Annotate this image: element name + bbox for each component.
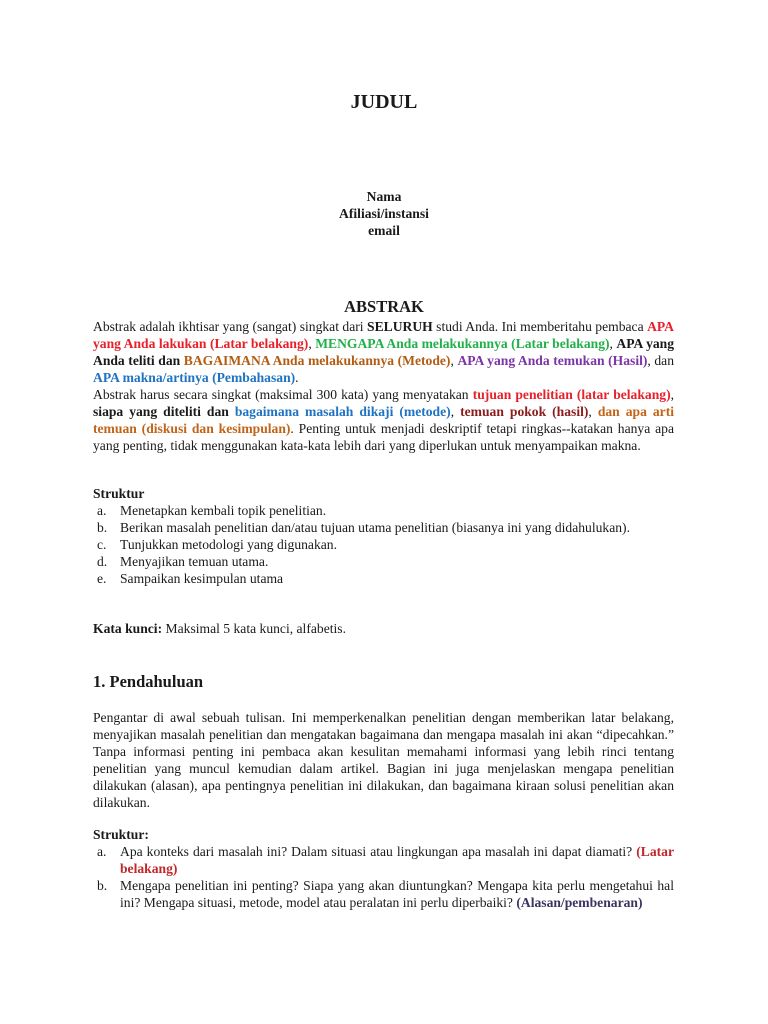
abstract-meaning: APA makna/artinya (Pembahasan) bbox=[93, 370, 296, 385]
list-text bbox=[120, 877, 674, 911]
question-text: Mengapa penelitian ini penting? Siapa yang akan diuntungkan? Mengapa kita perlu mengetahui hal ini? Mengapa situasi, metode, model atau peralatan ini perlu diperbaiki? bbox=[120, 878, 674, 910]
author-email: email bbox=[368, 223, 400, 238]
abstract-text: . bbox=[295, 370, 299, 385]
structure-label: Struktur bbox=[93, 486, 145, 501]
section-paragraph: Pengantar di awal sebuah tulisan. Ini memperkenalkan penelitian dengan memberikan latar belakang, menyajikan masalah penelitian dan mengatakan bagaimana dan mengapa masalah ini akan “dipecahkan.” Tanpa informasi penting ini pembaca akan kesulitan memahami informasi yang lebih rinci tentang penelitian yang muncul kemudian dalam artikel. Bagian ini juga menjelaskan mengapa penelitian dilakukan (alasan), apa pentingnya penelitian ini dilakukan, dan bagaimana kiraan solusi penelitian akan dilakukan. bbox=[93, 710, 674, 810]
list-item bbox=[93, 519, 674, 536]
abstract-text: studi Anda. Ini memberitahu pembaca bbox=[432, 319, 648, 334]
category-tag: (Alasan/pembenaran) bbox=[516, 895, 643, 910]
abstract-discussion: dan apa arti temuan (diskusi dan kesimpulan) bbox=[93, 404, 675, 436]
structure-label: Struktur: bbox=[93, 827, 149, 842]
list-marker: a. bbox=[97, 844, 107, 859]
list-text: Menetapkan kembali topik penelitian. bbox=[120, 503, 327, 518]
keywords-label: Kata kunci: bbox=[93, 621, 163, 636]
abstract-text: , bbox=[609, 336, 617, 351]
abstract-text: , dan bbox=[647, 353, 675, 368]
list-text: Berikan masalah penelitian dan/atau tujuan utama penelitian (biasanya ini yang didahulukan). bbox=[120, 520, 630, 535]
abstract-text: , bbox=[670, 387, 675, 402]
abstract-method: bagaimana masalah dikaji (metode) bbox=[234, 404, 451, 419]
paper-title: JUDUL bbox=[350, 91, 418, 113]
structure-list bbox=[93, 843, 674, 911]
list-marker: d. bbox=[97, 554, 108, 569]
author-block bbox=[0, 188, 768, 239]
abstract-findings: temuan pokok (hasil) bbox=[460, 404, 589, 419]
list-item bbox=[93, 570, 674, 587]
abstract-text: Abstrak harus secara singkat (maksimal 300 kata) yang menyatakan bbox=[93, 387, 473, 402]
abstract-text: Abstrak adalah ikhtisar yang (sangat) singkat dari bbox=[93, 319, 368, 334]
section-structure bbox=[93, 826, 674, 911]
keywords bbox=[93, 620, 674, 637]
abstract-text: , bbox=[450, 353, 458, 368]
list-item bbox=[93, 843, 674, 877]
list-text bbox=[120, 843, 674, 877]
abstract-goal: tujuan penelitian (latar belakang) bbox=[472, 387, 671, 402]
keywords-text: Maksimal 5 kata kunci, alfabetis. bbox=[162, 621, 346, 636]
abstract-text: . Penting untuk menjadi deskriptif tetapi ringkas--katakan hanya apa yang penting, tidak menggunakan kata-kata lebih dari yang diperlukan untuk menyampaikan makna. bbox=[93, 421, 674, 453]
abstract-why: MENGAPA Anda melakukannya (Latar belakang) bbox=[315, 336, 610, 351]
list-text: Menyajikan temuan utama. bbox=[120, 554, 269, 569]
list-text: Sampaikan kesimpulan utama bbox=[120, 571, 284, 586]
list-marker: b. bbox=[97, 878, 108, 893]
abstract-heading: ABSTRAK bbox=[344, 297, 424, 316]
abstract-how: BAGAIMANA Anda melakukannya (Metode) bbox=[183, 353, 451, 368]
list-item bbox=[93, 553, 674, 570]
abstract-text: , bbox=[450, 404, 461, 419]
author-name: Nama bbox=[366, 189, 402, 204]
abstract-body bbox=[93, 318, 674, 454]
abstract-what-studied: APA yang Anda teliti dan bbox=[93, 336, 675, 368]
category-tag: (Latar belakang) bbox=[120, 844, 674, 876]
list-marker: a. bbox=[97, 503, 107, 518]
list-item bbox=[93, 536, 674, 553]
abstract-results: APA yang Anda temukan (Hasil) bbox=[457, 353, 648, 368]
list-marker: c. bbox=[97, 537, 107, 552]
question-text: Apa konteks dari masalah ini? Dalam situasi atau lingkungan apa masalah ini dapat diamati? bbox=[120, 844, 637, 859]
list-marker: e. bbox=[97, 571, 107, 586]
section-heading: 1. Pendahuluan bbox=[93, 672, 204, 691]
author-affiliation: Afiliasi/instansi bbox=[339, 206, 429, 221]
abstract-what: APA yang Anda lakukan (Latar belakang) bbox=[93, 319, 674, 351]
abstract-structure bbox=[93, 485, 674, 587]
abstract-text: , bbox=[308, 336, 316, 351]
list-text: Tunjukkan metodologi yang digunakan. bbox=[120, 537, 337, 552]
abstract-subjects: siapa yang diteliti dan bbox=[93, 404, 235, 419]
structure-list bbox=[93, 502, 674, 587]
list-marker: b. bbox=[97, 520, 108, 535]
list-item bbox=[93, 877, 674, 911]
abstract-emphasis: SELURUH bbox=[367, 319, 433, 334]
abstract-text: , bbox=[588, 404, 598, 419]
list-item bbox=[93, 502, 674, 519]
